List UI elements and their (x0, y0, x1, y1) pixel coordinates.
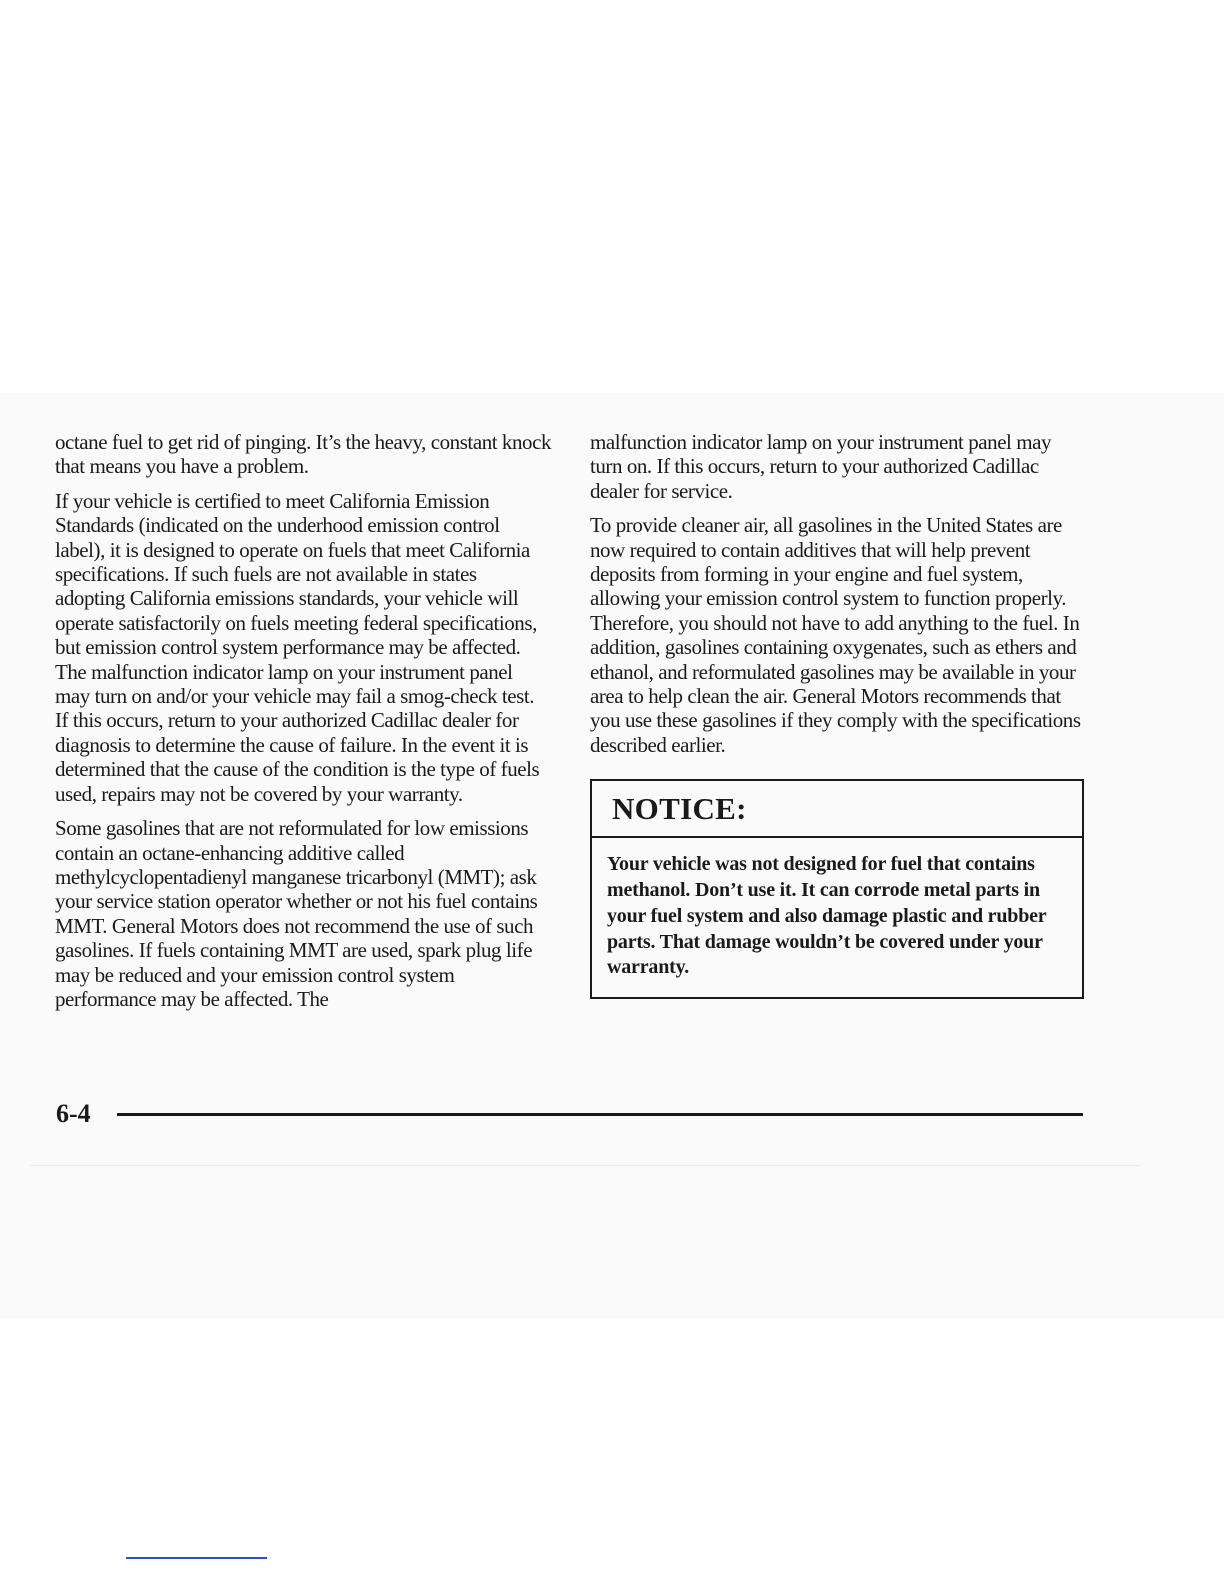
footer-rule (117, 1113, 1083, 1116)
paragraph-mmt-additive: Some gasolines that are not reformulated for low emissions contain an octane-enhancing additive called methylcyclopentadienyl manganese tricarbonyl (MMT); ask your service station operator whether or not his fuel contains MMT. General Motors does not recommend the use of such gasolines. If fuels containing MMT are used, spark plug life may be reduced and your emission control system performance may be affected. The (55, 816, 538, 1011)
notice-box (590, 779, 1084, 999)
notice-body: Your vehicle was not designed for fuel that contains methanol. Don’t use it. It can corrode metal parts in your fuel system and also damage plastic and rubber parts. That damage wouldn’t be covered under your warranty. (607, 853, 1047, 979)
scan-edge-line (30, 1165, 1140, 1166)
paragraph-malfunction-lamp: malfunction indicator lamp on your instrument panel may turn on. If this occurs, return to your authorized Cadillac dealer for service. (590, 430, 1052, 503)
link-underline[interactable] (126, 1557, 267, 1559)
right-text-column (590, 430, 1087, 999)
paragraph-octane-knock: octane fuel to get rid of pinging. It’s the heavy, constant knock that means you have a problem. (55, 430, 551, 479)
notice-heading: NOTICE: (592, 781, 1082, 838)
paragraph-cleaner-air: To provide cleaner air, all gasolines in the United States are now required to contain additives that will help prevent deposits from forming in your engine and fuel system, allowing your emission control system to function properly. Therefore, you should not have to add anything to the fuel. In addition, gasolines containing oxygenates, such as ethers and ethanol, and reformulated gasolines may be available in your area to help clean the air. General Motors recommends that you use these gasolines if they comply with the specifications described earlier. (590, 513, 1081, 757)
page-number: 6-4 (56, 1099, 91, 1128)
paragraph-california-emission: If your vehicle is certified to meet California Emission Standards (indicated on the underhood emission control label), it is designed to operate on fuels that meet California specifications. If such fuels are not available in states adopting California emissions standards, your vehicle will operate satisfactorily on fuels meeting federal specifications, but emission control system performance may be affected. The malfunction indicator lamp on your instrument panel may turn on and/or your vehicle may fail a smog-check test. If this occurs, return to your authorized Cadillac dealer for diagnosis to determine the cause of failure. In the event it is determined that the cause of the condition is the type of fuels used, repairs may not be covered by your warranty. (55, 488, 540, 806)
left-text-column (55, 430, 551, 1021)
page-footer (56, 1097, 1086, 1133)
